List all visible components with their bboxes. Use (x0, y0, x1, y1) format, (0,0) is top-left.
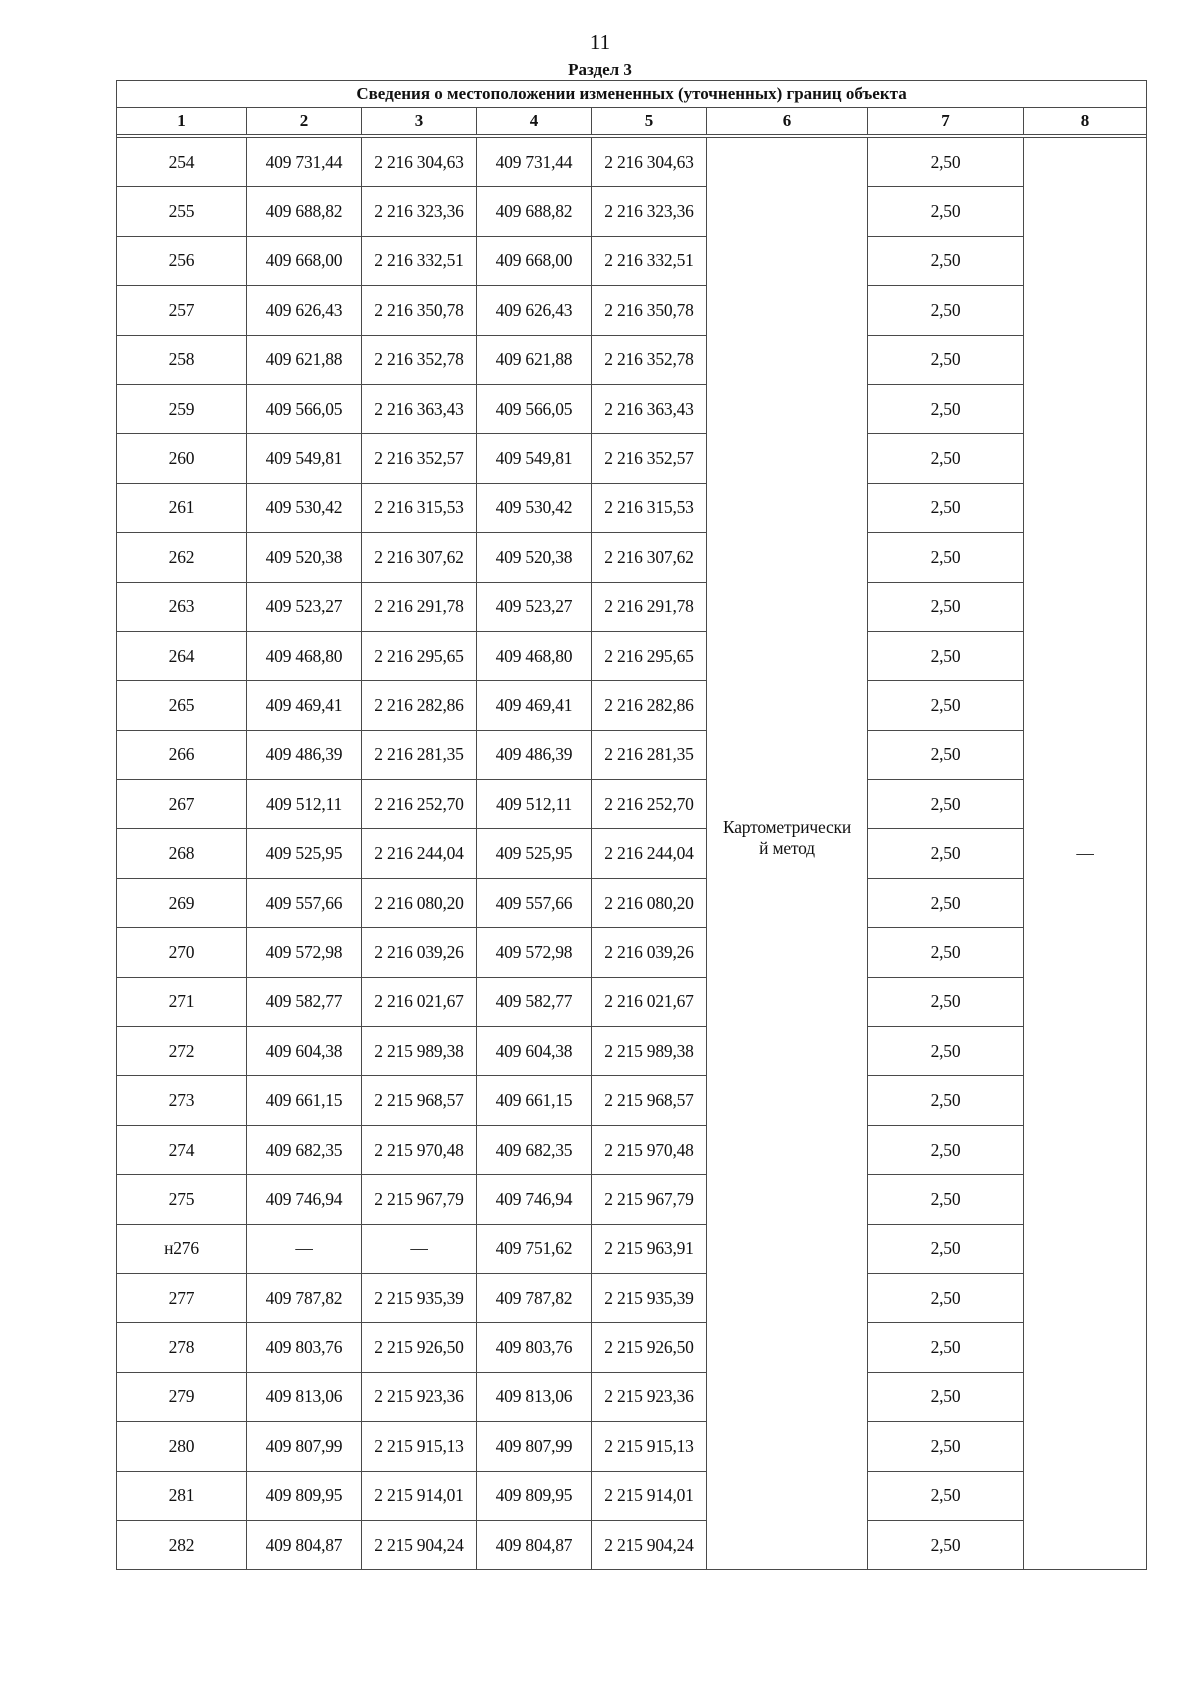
cell-y-old: 2 215 968,57 (362, 1076, 477, 1125)
table-row (117, 878, 1147, 927)
cell-y-old: 2 215 915,13 (362, 1422, 477, 1471)
cell-x-new: 409 809,95 (477, 1471, 592, 1520)
cell-accuracy: 2,50 (868, 434, 1024, 483)
cell-point: 267 (117, 780, 247, 829)
cell-x-new: 409 804,87 (477, 1520, 592, 1569)
column-number-8: 8 (1024, 108, 1147, 135)
cell-y-new: 2 216 350,78 (592, 286, 707, 335)
cell-accuracy: 2,50 (868, 1323, 1024, 1372)
table-row (117, 335, 1147, 384)
cell-y-old: 2 216 363,43 (362, 384, 477, 433)
cell-x-old: 409 731,44 (247, 138, 362, 187)
cell-accuracy: 2,50 (868, 1520, 1024, 1569)
cell-point: 256 (117, 236, 247, 285)
cell-point: 257 (117, 286, 247, 335)
cell-x-new: 409 751,62 (477, 1224, 592, 1273)
cell-y-new: 2 216 323,36 (592, 187, 707, 236)
cell-y-old: 2 216 332,51 (362, 236, 477, 285)
cell-point: 278 (117, 1323, 247, 1372)
cell-y-old: 2 216 244,04 (362, 829, 477, 878)
cell-x-old: 409 803,76 (247, 1323, 362, 1372)
cell-y-old: 2 216 307,62 (362, 533, 477, 582)
table-row (117, 1076, 1147, 1125)
cell-x-old: 409 787,82 (247, 1273, 362, 1322)
cell-accuracy: 2,50 (868, 286, 1024, 335)
cell-point: н276 (117, 1224, 247, 1273)
cell-accuracy: 2,50 (868, 1125, 1024, 1174)
cell-accuracy: 2,50 (868, 335, 1024, 384)
column-number-5: 5 (592, 108, 707, 135)
cell-x-new: 409 682,35 (477, 1125, 592, 1174)
cell-accuracy: 2,50 (868, 582, 1024, 631)
cell-y-new: 2 216 304,63 (592, 138, 707, 187)
cell-y-new: 2 216 281,35 (592, 730, 707, 779)
table-row (117, 1273, 1147, 1322)
table-row (117, 434, 1147, 483)
cell-x-new: 409 512,11 (477, 780, 592, 829)
cell-x-old: 409 549,81 (247, 434, 362, 483)
cell-x-new: 409 626,43 (477, 286, 592, 335)
table-row (117, 1125, 1147, 1174)
table-row (117, 1224, 1147, 1273)
cell-y-new: 2 216 282,86 (592, 681, 707, 730)
cell-accuracy: 2,50 (868, 1422, 1024, 1471)
cell-x-old: 409 572,98 (247, 928, 362, 977)
cell-point: 280 (117, 1422, 247, 1471)
cell-point: 254 (117, 138, 247, 187)
cell-y-old: 2 216 282,86 (362, 681, 477, 730)
cell-accuracy: 2,50 (868, 533, 1024, 582)
cell-point: 261 (117, 483, 247, 532)
table-row (117, 1520, 1147, 1569)
cell-accuracy: 2,50 (868, 878, 1024, 927)
cell-y-new: 2 215 968,57 (592, 1076, 707, 1125)
cell-x-old: 409 525,95 (247, 829, 362, 878)
coordinates-table (116, 80, 1147, 1570)
cell-y-new: 2 215 915,13 (592, 1422, 707, 1471)
cell-y-old: 2 215 923,36 (362, 1372, 477, 1421)
cell-y-new: 2 216 252,70 (592, 780, 707, 829)
cell-x-old: 409 486,39 (247, 730, 362, 779)
table-row (117, 730, 1147, 779)
cell-accuracy: 2,50 (868, 977, 1024, 1026)
cell-x-old: 409 809,95 (247, 1471, 362, 1520)
cell-y-old: 2 216 352,78 (362, 335, 477, 384)
cell-accuracy: 2,50 (868, 483, 1024, 532)
cell-x-new: 409 731,44 (477, 138, 592, 187)
cell-x-old: 409 582,77 (247, 977, 362, 1026)
cell-accuracy: 2,50 (868, 780, 1024, 829)
cell-x-old: 409 682,35 (247, 1125, 362, 1174)
column-number-4: 4 (477, 108, 592, 135)
column-number-2: 2 (247, 108, 362, 135)
cell-y-new: 2 216 352,78 (592, 335, 707, 384)
table-row (117, 1027, 1147, 1076)
cell-x-new: 409 746,94 (477, 1175, 592, 1224)
column-number-6: 6 (707, 108, 868, 135)
cell-point: 268 (117, 829, 247, 878)
cell-x-old: 409 621,88 (247, 335, 362, 384)
cell-y-new: 2 216 315,53 (592, 483, 707, 532)
cell-point: 262 (117, 533, 247, 582)
cell-x-old: 409 604,38 (247, 1027, 362, 1076)
cell-x-old: 409 626,43 (247, 286, 362, 335)
cell-accuracy: 2,50 (868, 1076, 1024, 1125)
cell-x-new: 409 566,05 (477, 384, 592, 433)
cell-x-new: 409 523,27 (477, 582, 592, 631)
cell-y-new: 2 216 295,65 (592, 631, 707, 680)
cell-accuracy: 2,50 (868, 138, 1024, 187)
cell-y-new: 2 216 021,67 (592, 977, 707, 1026)
cell-y-new: 2 216 291,78 (592, 582, 707, 631)
cell-point: 273 (117, 1076, 247, 1125)
cell-x-new: 409 604,38 (477, 1027, 592, 1076)
cell-x-old: 409 807,99 (247, 1422, 362, 1471)
cell-y-old: 2 216 080,20 (362, 878, 477, 927)
cell-accuracy: 2,50 (868, 1273, 1024, 1322)
cell-x-new: 409 688,82 (477, 187, 592, 236)
table-row (117, 780, 1147, 829)
table-row (117, 483, 1147, 532)
cell-y-old: 2 215 989,38 (362, 1027, 477, 1076)
cell-y-new: 2 216 039,26 (592, 928, 707, 977)
cell-x-old: 409 557,66 (247, 878, 362, 927)
cell-x-old: 409 523,27 (247, 582, 362, 631)
cell-y-new: 2 216 307,62 (592, 533, 707, 582)
cell-point: 264 (117, 631, 247, 680)
cell-x-old: 409 746,94 (247, 1175, 362, 1224)
cell-y-old: 2 216 252,70 (362, 780, 477, 829)
cell-y-new: 2 215 935,39 (592, 1273, 707, 1322)
table-row (117, 286, 1147, 335)
cell-y-old: — (362, 1224, 477, 1273)
table-row (117, 1323, 1147, 1372)
cell-x-old: — (247, 1224, 362, 1273)
cell-x-new: 409 520,38 (477, 533, 592, 582)
cell-accuracy: 2,50 (868, 730, 1024, 779)
cell-y-new: 2 216 080,20 (592, 878, 707, 927)
cell-accuracy: 2,50 (868, 1027, 1024, 1076)
cell-y-old: 2 215 904,24 (362, 1520, 477, 1569)
cell-y-old: 2 215 914,01 (362, 1471, 477, 1520)
cell-accuracy: 2,50 (868, 928, 1024, 977)
column-number-1: 1 (117, 108, 247, 135)
cell-x-new: 409 661,15 (477, 1076, 592, 1125)
table-row (117, 1175, 1147, 1224)
cell-y-old: 2 216 295,65 (362, 631, 477, 680)
cell-y-old: 2 216 352,57 (362, 434, 477, 483)
method-cell (707, 138, 868, 1570)
cell-point: 265 (117, 681, 247, 730)
cell-x-old: 409 520,38 (247, 533, 362, 582)
cell-y-new: 2 215 989,38 (592, 1027, 707, 1076)
table-row (117, 138, 1147, 187)
cell-x-old: 409 566,05 (247, 384, 362, 433)
cell-point: 282 (117, 1520, 247, 1569)
cell-point: 274 (117, 1125, 247, 1174)
cell-y-new: 2 215 923,36 (592, 1372, 707, 1421)
cell-y-old: 2 215 970,48 (362, 1125, 477, 1174)
cell-y-old: 2 216 021,67 (362, 977, 477, 1026)
table-row (117, 977, 1147, 1026)
table-row (117, 187, 1147, 236)
cell-accuracy: 2,50 (868, 1471, 1024, 1520)
cell-point: 260 (117, 434, 247, 483)
table-caption: Сведения о местоположении измененных (уточненных) границ объекта (117, 81, 1147, 108)
cell-y-old: 2 215 926,50 (362, 1323, 477, 1372)
cell-y-new: 2 215 970,48 (592, 1125, 707, 1174)
column-number-row (117, 108, 1147, 135)
cell-point: 275 (117, 1175, 247, 1224)
cell-x-new: 409 557,66 (477, 878, 592, 927)
cell-x-new: 409 525,95 (477, 829, 592, 878)
cell-accuracy: 2,50 (868, 1224, 1024, 1273)
column-number-7: 7 (868, 108, 1024, 135)
cell-x-old: 409 668,00 (247, 236, 362, 285)
cell-x-old: 409 512,11 (247, 780, 362, 829)
cell-accuracy: 2,50 (868, 1175, 1024, 1224)
cell-x-new: 409 486,39 (477, 730, 592, 779)
cell-y-old: 2 215 967,79 (362, 1175, 477, 1224)
cell-point: 277 (117, 1273, 247, 1322)
cell-point: 269 (117, 878, 247, 927)
table-row (117, 1471, 1147, 1520)
table-row (117, 582, 1147, 631)
cell-x-old: 409 469,41 (247, 681, 362, 730)
cell-y-new: 2 215 926,50 (592, 1323, 707, 1372)
cell-accuracy: 2,50 (868, 681, 1024, 730)
cell-y-new: 2 216 363,43 (592, 384, 707, 433)
table-row (117, 928, 1147, 977)
table-row (117, 384, 1147, 433)
cell-y-old: 2 216 281,35 (362, 730, 477, 779)
section-title: Раздел 3 (568, 60, 632, 79)
cell-x-new: 409 807,99 (477, 1422, 592, 1471)
cell-x-new: 409 803,76 (477, 1323, 592, 1372)
cell-point: 281 (117, 1471, 247, 1520)
cell-x-new: 409 468,80 (477, 631, 592, 680)
cell-y-new: 2 215 963,91 (592, 1224, 707, 1273)
cell-y-old: 2 216 291,78 (362, 582, 477, 631)
cell-point: 270 (117, 928, 247, 977)
cell-y-new: 2 215 904,24 (592, 1520, 707, 1569)
cell-x-new: 409 572,98 (477, 928, 592, 977)
table-row (117, 681, 1147, 730)
cell-point: 279 (117, 1372, 247, 1421)
cell-x-new: 409 582,77 (477, 977, 592, 1026)
cell-accuracy: 2,50 (868, 236, 1024, 285)
cell-accuracy: 2,50 (868, 1372, 1024, 1421)
table-row (117, 1372, 1147, 1421)
table-row (117, 1422, 1147, 1471)
table-row (117, 533, 1147, 582)
table-row (117, 631, 1147, 680)
cell-x-old: 409 688,82 (247, 187, 362, 236)
cell-accuracy: 2,50 (868, 384, 1024, 433)
cell-x-new: 409 668,00 (477, 236, 592, 285)
cell-point: 266 (117, 730, 247, 779)
cell-x-old: 409 813,06 (247, 1372, 362, 1421)
cell-accuracy: 2,50 (868, 829, 1024, 878)
cell-x-new: 409 787,82 (477, 1273, 592, 1322)
cell-y-old: 2 216 350,78 (362, 286, 477, 335)
cell-x-new: 409 530,42 (477, 483, 592, 532)
cell-point: 272 (117, 1027, 247, 1076)
cell-y-new: 2 215 967,79 (592, 1175, 707, 1224)
cell-y-new: 2 216 352,57 (592, 434, 707, 483)
cell-y-old: 2 216 323,36 (362, 187, 477, 236)
cell-accuracy: 2,50 (868, 187, 1024, 236)
cell-x-new: 409 549,81 (477, 434, 592, 483)
cell-point: 263 (117, 582, 247, 631)
cell-accuracy: 2,50 (868, 631, 1024, 680)
cell-y-old: 2 215 935,39 (362, 1273, 477, 1322)
note-cell: — (1024, 138, 1147, 1570)
cell-y-new: 2 215 914,01 (592, 1471, 707, 1520)
table-body (117, 138, 1147, 1570)
cell-y-new: 2 216 332,51 (592, 236, 707, 285)
table-row (117, 829, 1147, 878)
cell-point: 258 (117, 335, 247, 384)
cell-x-old: 409 804,87 (247, 1520, 362, 1569)
cell-x-new: 409 813,06 (477, 1372, 592, 1421)
cell-point: 271 (117, 977, 247, 1026)
column-number-3: 3 (362, 108, 477, 135)
table-row (117, 236, 1147, 285)
cell-x-new: 409 621,88 (477, 335, 592, 384)
cell-x-old: 409 530,42 (247, 483, 362, 532)
method-spacer (707, 138, 867, 817)
method-line-1: Картометрически (722, 816, 852, 837)
cell-point: 255 (117, 187, 247, 236)
cell-y-new: 2 216 244,04 (592, 829, 707, 878)
cell-x-old: 409 468,80 (247, 631, 362, 680)
cell-x-new: 409 469,41 (477, 681, 592, 730)
cell-x-old: 409 661,15 (247, 1076, 362, 1125)
cell-y-old: 2 216 039,26 (362, 928, 477, 977)
cell-y-old: 2 216 315,53 (362, 483, 477, 532)
cell-y-old: 2 216 304,63 (362, 138, 477, 187)
cell-point: 259 (117, 384, 247, 433)
method-line-2: й метод (759, 837, 815, 858)
page-number: 11 (589, 30, 611, 54)
